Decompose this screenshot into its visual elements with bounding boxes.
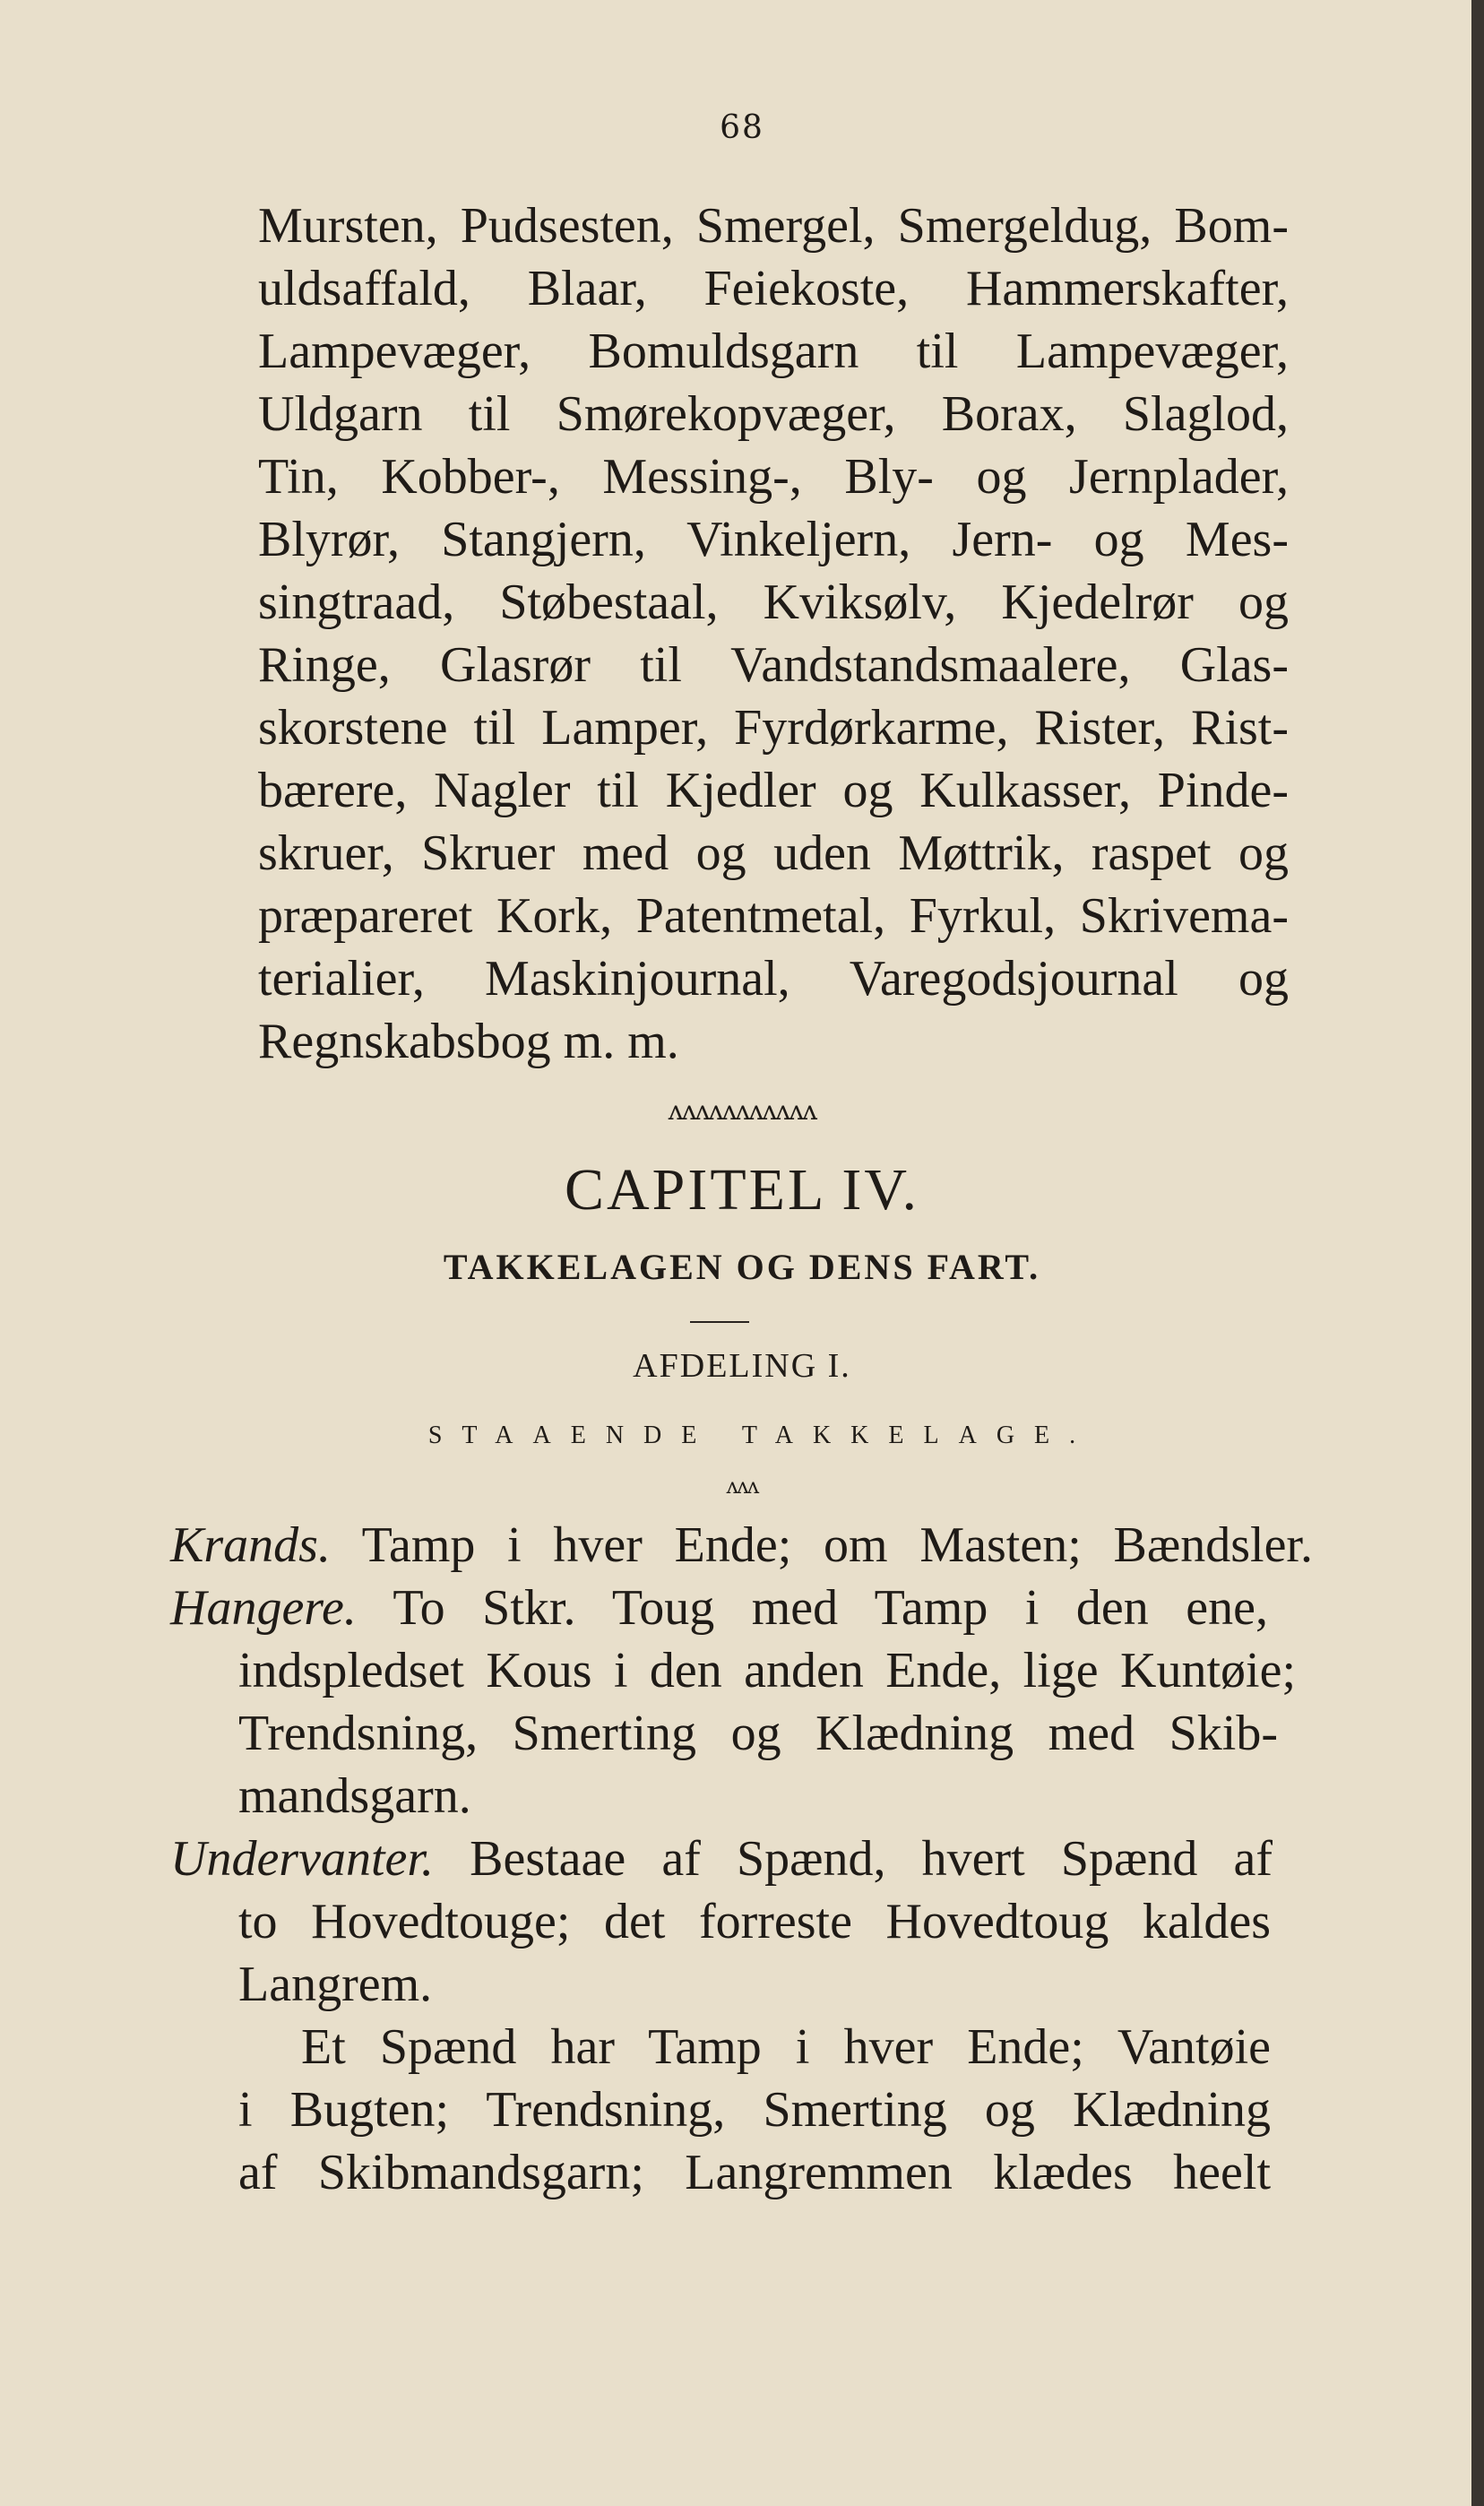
paragraph-line: Et Spænd har Tamp i hver Ende; Vantøie: [301, 2019, 1271, 2075]
paragraph-line: singtraad, Støbestaal, Kviksølv, Kjedelrør og: [258, 575, 1289, 630]
paragraph-line: Lampevæger, Bomuldsgarn til Lampevæger,: [258, 324, 1289, 379]
chapter-title: CAPITEL IV.: [565, 1157, 919, 1223]
paragraph-line: Tin, Kobber-, Messing-, Bly- og Jernplader,: [258, 449, 1289, 505]
section-title: STAAENDE TAKKELAGE.: [427, 1422, 1096, 1449]
entry-term: Hangere.: [170, 1580, 357, 1636]
entry-line: to Hovedtouge; det forreste Hovedtoug kaldes: [238, 1894, 1271, 1949]
paragraph-line: Regnskabsbog m. m.: [258, 1014, 679, 1069]
entry-term: Undervanter.: [170, 1831, 434, 1887]
paragraph-line: terialier, Maskinjournal, Varegodsjournal og: [258, 951, 1289, 1007]
entry-line: Trendsning, Smerting og Klædning med Skib-: [238, 1706, 1278, 1761]
chapter-subtitle: TAKKELAGEN OG DENS FART.: [443, 1247, 1041, 1287]
entry-term: Krands.: [170, 1517, 331, 1573]
paragraph-line: Ringe, Glasrør til Vandstandsmaalere, Glas-: [258, 637, 1289, 693]
entry-line: Langrem.: [238, 1957, 433, 2012]
paragraph-line: skruer, Skruer med og uden Møttrik, raspet og: [258, 825, 1289, 881]
paragraph-line: af Skibmandsgarn; Langremmen klædes heelt: [238, 2145, 1271, 2200]
divider-rule: [690, 1321, 749, 1323]
paragraph-line: uldsaffald, Blaar, Feiekoste, Hammerskafter,: [258, 261, 1289, 316]
page-number: 68: [720, 109, 764, 146]
paragraph-line: skorstene til Lamper, Fyrdørkarme, Rister, Rist-: [258, 700, 1289, 756]
division-title: AFDELING I.: [633, 1347, 851, 1385]
entry-text: To Stkr. Toug med Tamp i den ene,: [393, 1580, 1268, 1636]
wave-ornament-small: ᴧᴧᴧ: [726, 1473, 758, 1499]
wave-ornament: ᴧᴧᴧᴧᴧᴧᴧᴧᴧᴧᴧ: [668, 1095, 816, 1127]
paragraph-line: bærere, Nagler til Kjedler og Kulkasser, Pinde-: [258, 763, 1289, 818]
paragraph-line: i Bugten; Trendsning, Smerting og Klædning: [238, 2082, 1271, 2138]
entry-line: indspledset Kous i den anden Ende, lige Kuntøie;: [238, 1643, 1296, 1698]
paragraph-line: Blyrør, Stangjern, Vinkeljern, Jern- og Mes-: [258, 512, 1289, 567]
entry-text: Tamp i hver Ende; om Masten; Bændsler.: [361, 1517, 1313, 1573]
entry-text: Bestaae af Spænd, hvert Spænd af: [470, 1831, 1273, 1887]
paragraph-line: præpareret Kork, Patentmetal, Fyrkul, Skrivema-: [258, 888, 1289, 944]
entry-line: mandsgarn.: [238, 1768, 471, 1824]
paragraph-line: Uldgarn til Smørekopvæger, Borax, Slaglod,: [258, 386, 1289, 442]
paragraph-line: Mursten, Pudsesten, Smergel, Smergeldug, Bom-: [258, 198, 1289, 254]
